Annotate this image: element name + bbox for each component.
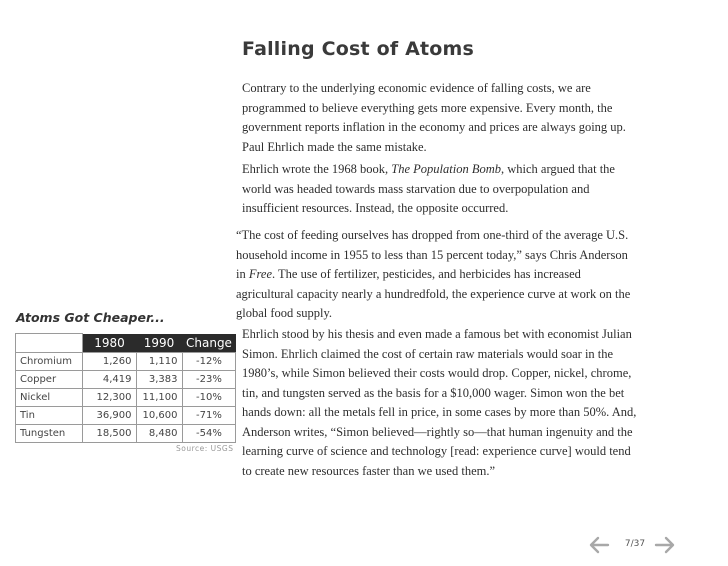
price-1990: 10,600 xyxy=(136,407,182,425)
price-1990: 11,100 xyxy=(136,389,182,407)
article-title: Falling Cost of Atoms xyxy=(242,38,475,60)
price-1990: 3,383 xyxy=(136,371,182,389)
paragraph-population-bomb xyxy=(242,160,640,219)
paragraph-inflation: Contrary to the underlying economic evidence of falling costs, we are programmed to believe everything gets more expensive. Every month, the government reports inflation in the economy and prices are always going up. Paul Ehrlich made the same mistake. xyxy=(242,81,626,154)
paragraph-anderson-quote xyxy=(236,226,640,324)
paragraph-simon-bet: Ehrlich stood by his thesis and even made a famous bet with economist Julian Simon. Ehrlich claimed the cost of certain raw materials would soar in the 1980’s, while Simon believed their costs would drop. Copper, nickel, chrome, tin, and tungsten served as the basis for a $10,000 wager. Simon won the bet hands down: all the metals fell in price, in some cases by more than 50%. And, Anderson writes, “Simon believed—rightly so—that human ingenuity and the learning curve of science and technology [read: experience curve] would tend to create new resources faster than we used them.” xyxy=(242,327,637,478)
table-row xyxy=(16,353,236,371)
arrow-right-icon xyxy=(654,536,676,554)
next-page-button[interactable] xyxy=(654,536,676,554)
price-change: -71% xyxy=(182,407,236,425)
table-title: Atoms Got Cheaper... xyxy=(16,310,165,325)
book-title: The Population Bomb xyxy=(391,162,501,176)
table-row xyxy=(16,425,236,443)
book-title: Free xyxy=(248,267,272,281)
metal-prices-table xyxy=(15,333,236,443)
table-header-row xyxy=(16,334,236,353)
previous-page-button[interactable] xyxy=(588,536,610,554)
arrow-left-icon xyxy=(588,536,610,554)
metal-name: Tungsten xyxy=(16,425,83,443)
price-1980: 18,500 xyxy=(83,425,137,443)
header-cell-1990: 1990 xyxy=(136,334,182,353)
header-cell-blank xyxy=(16,334,83,353)
price-change: -10% xyxy=(182,389,236,407)
metal-name: Tin xyxy=(16,407,83,425)
price-change: -12% xyxy=(182,353,236,371)
metal-name: Nickel xyxy=(16,389,83,407)
price-1980: 12,300 xyxy=(83,389,137,407)
page-indicator: 7/37 xyxy=(624,539,646,549)
table-row xyxy=(16,389,236,407)
price-change: -54% xyxy=(182,425,236,443)
price-1980: 36,900 xyxy=(83,407,137,425)
paragraph-text: “The cost of feeding ourselves has dropped from one-third of the average U.S. household income in 1955 to less than 15 percent today,” says Chris Anderson in xyxy=(236,228,629,281)
price-1980: 1,260 xyxy=(83,353,137,371)
header-cell-1980: 1980 xyxy=(83,334,137,353)
price-1990: 8,480 xyxy=(136,425,182,443)
header-cell-change: Change xyxy=(182,334,236,353)
price-1980: 4,419 xyxy=(83,371,137,389)
paragraph-text: , which argued that the world was headed towards mass starvation due to overpopulation and insufficient resources. Instead, the opposite occurred. xyxy=(242,162,615,215)
table-row xyxy=(16,371,236,389)
price-change: -23% xyxy=(182,371,236,389)
paragraph-text: . The use of fertilizer, pesticides, and herbicides has increased agricultural capacity nearly a hundredfold, the experience curve at work on the global food supply. xyxy=(236,267,631,320)
price-1990: 1,110 xyxy=(136,353,182,371)
metal-name: Copper xyxy=(16,371,83,389)
paragraph-text: Ehrlich wrote the 1968 book, xyxy=(242,162,392,176)
table-source: Source: USGS xyxy=(176,444,234,453)
metal-name: Chromium xyxy=(16,353,83,371)
table-row xyxy=(16,407,236,425)
